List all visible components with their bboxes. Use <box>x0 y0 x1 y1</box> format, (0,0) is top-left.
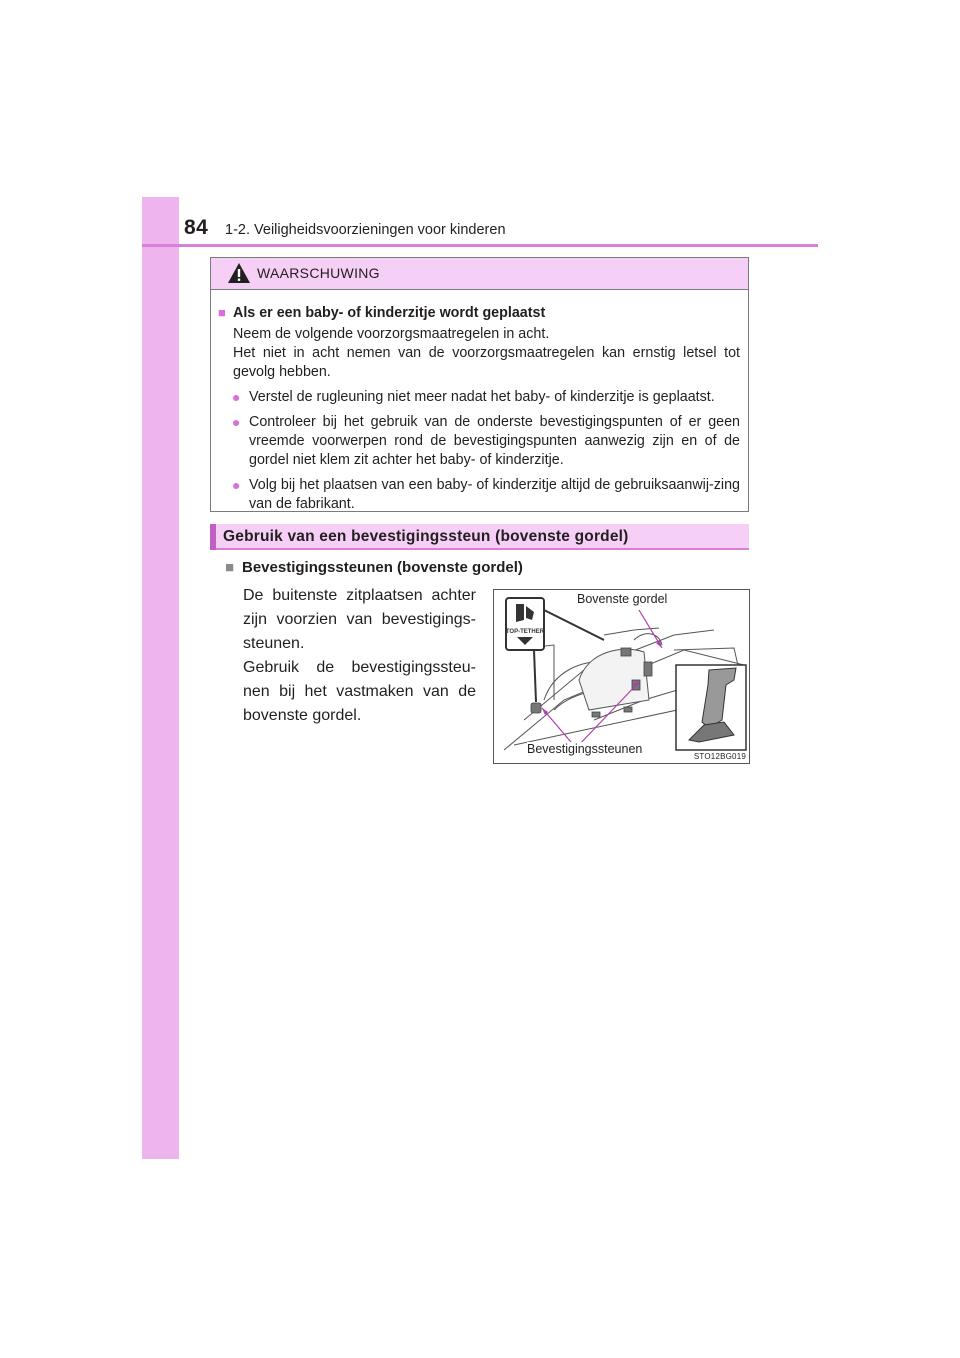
item-heading: ■ Bevestigingssteunen (bovenste gordel) <box>225 559 523 576</box>
dot-bullet-icon: ● <box>232 389 241 405</box>
subsection-bar <box>210 524 749 550</box>
car-interior-illustration <box>494 590 749 763</box>
warning-body <box>211 290 748 514</box>
chapter-side-tab <box>142 197 179 1159</box>
item-paragraph: De buitenste zitplaatsen achter zijn voorzien van bevestigings-steunen. <box>243 587 476 652</box>
warning-bullet: ● Controleer bij het gebruik van de onderste bevestigingspunten of er geen vreemde voorwerpen rond de bevestigingspunten aanwezig zijn en of de gordel niet klem zit achter het baby- of kinderzitje. <box>232 414 740 468</box>
warning-bullet: ● Volg bij het plaatsen van een baby- of kinderzitje altijd de gebruiksaanwij-zing van de fabrikant. <box>232 477 740 512</box>
label-top-tether: Bovenste gordel <box>577 592 668 606</box>
warning-box <box>210 257 749 512</box>
warning-line: Het niet in acht nemen van de voorzorgsmaatregelen kan ernstig letsel tot gevolg hebben. <box>233 345 740 380</box>
dot-bullet-icon: ● <box>232 477 241 493</box>
warning-triangle-icon <box>227 262 251 284</box>
square-bullet-icon: ■ <box>218 305 226 320</box>
top-tether-icon-text: TOP-TETHER <box>505 629 545 635</box>
warning-label: WAARSCHUWING <box>257 265 380 281</box>
page-number: 84 <box>184 216 209 239</box>
header-rule <box>142 244 818 247</box>
subsection-accent <box>210 524 216 550</box>
warning-heading: ■ Als er een baby- of kinderzitje wordt geplaatst <box>218 305 546 321</box>
label-anchor-brackets: Bevestigingssteunen <box>527 742 643 756</box>
warning-line: Neem de volgende voorzorgsmaatregelen in acht. <box>233 326 550 342</box>
square-bullet-icon: ■ <box>225 559 235 576</box>
section-title: 1-2. Veiligheidsvoorzieningen voor kinderen <box>225 222 506 238</box>
tether-figure <box>493 589 750 764</box>
dot-bullet-icon: ● <box>232 414 241 430</box>
warning-header <box>211 258 748 290</box>
warning-bullet: ● Verstel de rugleuning niet meer nadat het baby- of kinderzitje is geplaatst. <box>232 389 715 405</box>
subsection-title: Gebruik van een bevestigingssteun (bovenste gordel) <box>223 528 629 545</box>
figure-code: STO12BG019 <box>693 752 746 761</box>
item-paragraph: Gebruik de bevestigingssteu-nen bij het vastmaken van de bovenste gordel. <box>243 659 476 724</box>
